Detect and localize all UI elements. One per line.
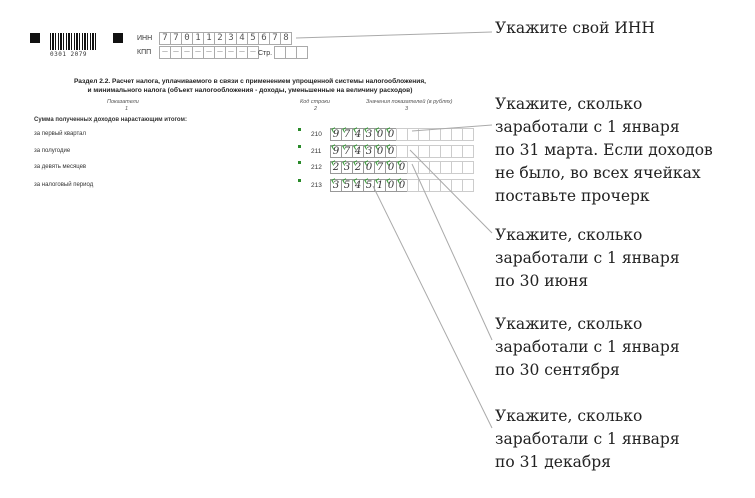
- value-digit-cell[interactable]: 0: [385, 179, 397, 192]
- inn-digit-cell[interactable]: 5: [247, 32, 259, 45]
- inn-digit-cell[interactable]: 7: [269, 32, 281, 45]
- section-title-line2: и минимального налога (объект налогообложения - доходы, уменьшенные на величину расходов): [87, 87, 413, 94]
- annotation-q1: [495, 93, 713, 208]
- group-heading: Сумма полученных доходов нарастающим итогом:: [34, 117, 187, 123]
- inn-digit-cell[interactable]: 2: [214, 32, 226, 45]
- value-digit-cell[interactable]: 7: [341, 128, 353, 141]
- value-digit-cell[interactable]: 0: [363, 161, 375, 174]
- barcode-number: 0301 2079: [50, 51, 88, 58]
- kpp-digit-cell[interactable]: –: [236, 46, 248, 59]
- inn-digit-cell[interactable]: 1: [203, 32, 215, 45]
- connector-m9: [412, 164, 492, 340]
- col-num-2: 2: [314, 106, 318, 112]
- value-digit-cell[interactable]: 0: [385, 161, 397, 174]
- value-digit-cell[interactable]: 4: [352, 128, 364, 141]
- value-digit-cell[interactable]: 1: [374, 179, 386, 192]
- kpp-digit-cell[interactable]: –: [192, 46, 204, 59]
- annotation-line: не было, во всех ячейках: [495, 164, 701, 182]
- kpp-digit-cell[interactable]: –: [203, 46, 215, 59]
- kpp-digit-cell[interactable]: –: [247, 46, 259, 59]
- inn-label: ИНН: [137, 35, 153, 42]
- row-code: 213: [311, 182, 322, 189]
- annotation-line: по 30 сентября: [495, 361, 620, 379]
- annotation-line: Укажите, сколько: [495, 407, 643, 425]
- value-digit-cell[interactable]: 2: [330, 161, 342, 174]
- value-digit-cell[interactable]: 2: [352, 161, 364, 174]
- row-code: 210: [311, 131, 322, 138]
- inn-digit-cell[interactable]: 3: [225, 32, 237, 45]
- kpp-digit-cell[interactable]: –: [214, 46, 226, 59]
- annotation-line: Укажите, сколько: [495, 315, 643, 333]
- inn-digit-cell[interactable]: 6: [258, 32, 270, 45]
- value-digit-cell[interactable]: 5: [363, 179, 375, 192]
- value-digit-cell[interactable]: 9: [330, 128, 342, 141]
- inn-digit-cell[interactable]: 8: [280, 32, 292, 45]
- annotation-line: заработали с 1 января: [495, 118, 680, 136]
- inn-digit-cell[interactable]: 7: [159, 32, 171, 45]
- value-digit-cell[interactable]: 5: [341, 179, 353, 192]
- col-num-3: 3: [405, 106, 409, 112]
- row-label: за девять месяцев: [34, 164, 87, 170]
- col-values-header: Значения показателей (в рублях): [366, 99, 453, 105]
- annotation-line: поставьте прочерк: [495, 187, 650, 205]
- inn-digit-cell[interactable]: 4: [236, 32, 248, 45]
- col-indicators-header: Показатели: [107, 99, 139, 105]
- row-code: 212: [311, 164, 322, 171]
- value-digit-cell[interactable]: 4: [352, 145, 364, 158]
- value-digit-cell[interactable]: 0: [374, 145, 386, 158]
- value-digit-cell[interactable]: 0: [396, 179, 408, 192]
- kpp-digit-cell[interactable]: –: [225, 46, 237, 59]
- value-digit-cell[interactable]: 7: [341, 145, 353, 158]
- kpp-digit-cell[interactable]: –: [170, 46, 182, 59]
- annotation-line: заработали с 1 января: [495, 430, 680, 448]
- value-digit-cell[interactable]: 3: [363, 128, 375, 141]
- value-digit-cell[interactable]: 4: [352, 179, 364, 192]
- value-digit-cell[interactable]: 3: [363, 145, 375, 158]
- value-digit-cell[interactable]: 7: [374, 161, 386, 174]
- row-label: за полугодие: [34, 148, 71, 154]
- value-digit-cell[interactable]: 0: [385, 145, 397, 158]
- annotation-line: по 30 июня: [495, 272, 589, 290]
- row-label: за первый квартал: [34, 131, 87, 137]
- connector-inn: [296, 32, 492, 38]
- kpp-digit-cell[interactable]: –: [181, 46, 193, 59]
- value-digit-cell[interactable]: 0: [385, 128, 397, 141]
- col-code-header: Код строки: [300, 99, 330, 105]
- annotation-line: Укажите, сколько: [495, 226, 643, 244]
- inn-digit-cell[interactable]: 7: [170, 32, 182, 45]
- section-title-line1: Раздел 2.2. Расчет налога, уплачиваемого в связи с применением упрощенной системы налогообложения,: [74, 78, 426, 85]
- annotation-year: [495, 405, 680, 474]
- annotation-line: заработали с 1 января: [495, 249, 680, 267]
- value-digit-cell[interactable]: 9: [330, 145, 342, 158]
- value-digit-cell[interactable]: 3: [341, 161, 353, 174]
- col-num-1: 1: [125, 106, 129, 112]
- annotation-line: Укажите, сколько: [495, 95, 643, 113]
- value-digit-cell[interactable]: 3: [330, 179, 342, 192]
- annotation-line: заработали с 1 января: [495, 338, 680, 356]
- value-digit-cell[interactable]: 0: [374, 128, 386, 141]
- kpp-digit-cell[interactable]: –: [159, 46, 171, 59]
- inn-digit-cell[interactable]: 1: [192, 32, 204, 45]
- row-code: 211: [311, 148, 322, 155]
- annotation-line: по 31 марта. Если доходов: [495, 141, 713, 159]
- inn-digit-cell[interactable]: 0: [181, 32, 193, 45]
- kpp-label: КПП: [137, 49, 152, 56]
- connector-h1: [410, 150, 492, 233]
- annotation-m9: [495, 313, 680, 382]
- page-label: Стр.: [258, 50, 273, 57]
- value-digit-cell[interactable]: 0: [396, 161, 408, 174]
- annotation-h1: [495, 224, 680, 293]
- connector-q1: [412, 125, 492, 131]
- annotation-inn: Укажите свой ИНН: [495, 19, 655, 37]
- row-label: за налоговый период: [34, 182, 94, 188]
- connector-year: [373, 186, 492, 428]
- annotation-line: по 31 декабря: [495, 453, 611, 471]
